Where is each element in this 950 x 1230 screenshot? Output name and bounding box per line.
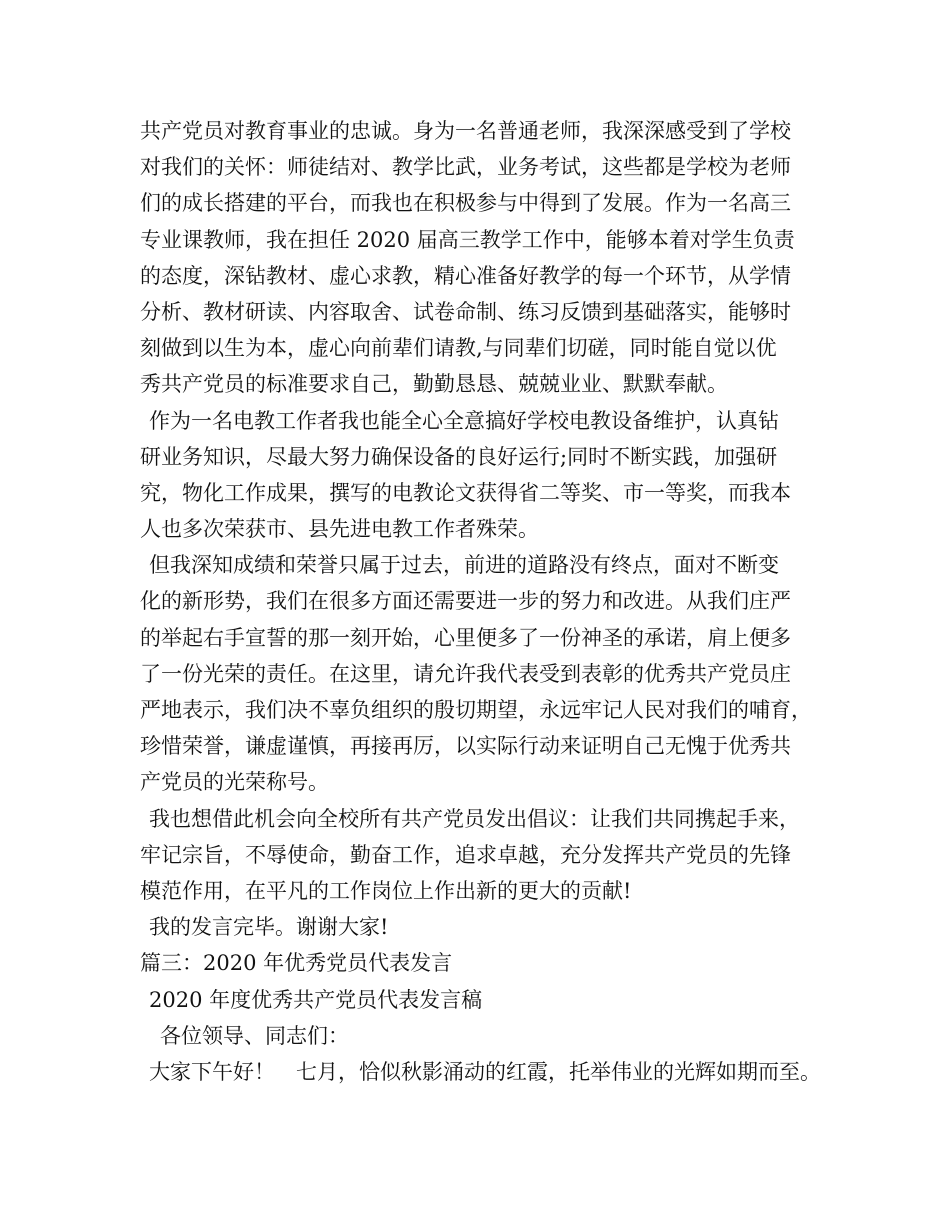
text-line: 产党员的光荣称号。 — [140, 770, 329, 795]
text-line: 刻做到以生为本，虚心向前辈们请教,与同辈们切磋，同时能自觉以优 — [140, 336, 777, 361]
text-line: 模范作用，在平凡的工作岗位上作出新的更大的贡献! — [140, 878, 632, 903]
text-line: 珍惜荣誉，谦虚谨慎，再接再厉，以实际行动来证明自己无愧于优秀共 — [140, 734, 791, 759]
text-line: 研业务知识，尽最大努力确保设备的良好运行;同时不断实践，加强研 — [140, 444, 778, 469]
text-line: 对我们的关怀：师徒结对、教学比武，业务考试，这些都是学校为老师 — [140, 155, 791, 180]
text-line: 大家下午好！ 七月，恰似秋影涌动的红霞，托举伟业的光辉如期而至。 — [149, 1059, 821, 1084]
text-line: 了一份光荣的责任。在这里，请允许我代表受到表彰的优秀共产党员庄 — [140, 661, 791, 686]
text-line: 究，物化工作成果，撰写的电教论文获得省二等奖、市一等奖，而我本 — [140, 480, 791, 505]
text-line: 作为一名电教工作者我也能全心全意搞好学校电教设备维护，认真钻 — [149, 408, 779, 433]
text-line: 的态度，深钻教材、虚心求教，精心准备好教学的每一个环节，从学情 — [140, 263, 791, 288]
text-line: 人也多次荣获市、县先进电教工作者殊荣。 — [140, 517, 539, 542]
text-line: 分析、教材研读、内容取舍、试卷命制、练习反馈到基础落实，能够时 — [140, 299, 791, 324]
text-line: 我的发言完毕。谢谢大家! — [149, 915, 389, 940]
text-line: 篇三：2020 年优秀党员代表发言 — [140, 951, 453, 976]
text-line: 的举起右手宣誓的那一刻开始，心里便多了一份神圣的承诺，肩上便多 — [140, 625, 791, 650]
text-line: 我也想借此机会向全校所有共产党员发出倡议：让我们共同携起手来， — [149, 806, 800, 831]
text-line: 共产党员对教育事业的忠诚。身为一名普通老师，我深深感受到了学校 — [140, 119, 791, 143]
text-line: 严地表示，我们决不辜负组织的殷切期望，永远牢记人民对我们的哺育， — [140, 698, 812, 722]
text-line: 但我深知成绩和荣誉只属于过去，前进的道路没有终点，面对不断变 — [149, 553, 779, 578]
document-body — [140, 113, 840, 1090]
text-line: 化的新形势，我们在很多方面还需要进一步的努力和改进。从我们庄严 — [140, 589, 791, 614]
text-line: 2020 年度优秀共产党员代表发言稿 — [149, 987, 483, 1012]
text-line: 各位领导、同志们： — [160, 1023, 349, 1048]
text-line: 牢记宗旨，不辱使命，勤奋工作，追求卓越，充分发挥共产党员的先锋 — [140, 842, 791, 867]
text-line: 专业课教师，我在担任 2020 届高三教学工作中，能够本着对学生负责 — [140, 227, 795, 252]
text-line: 秀共产党员的标准要求自己，勤勤恳恳、兢兢业业、默默奉献。 — [140, 372, 728, 397]
text-line: 们的成长搭建的平台，而我也在积极参与中得到了发展。作为一名高三 — [140, 191, 791, 216]
